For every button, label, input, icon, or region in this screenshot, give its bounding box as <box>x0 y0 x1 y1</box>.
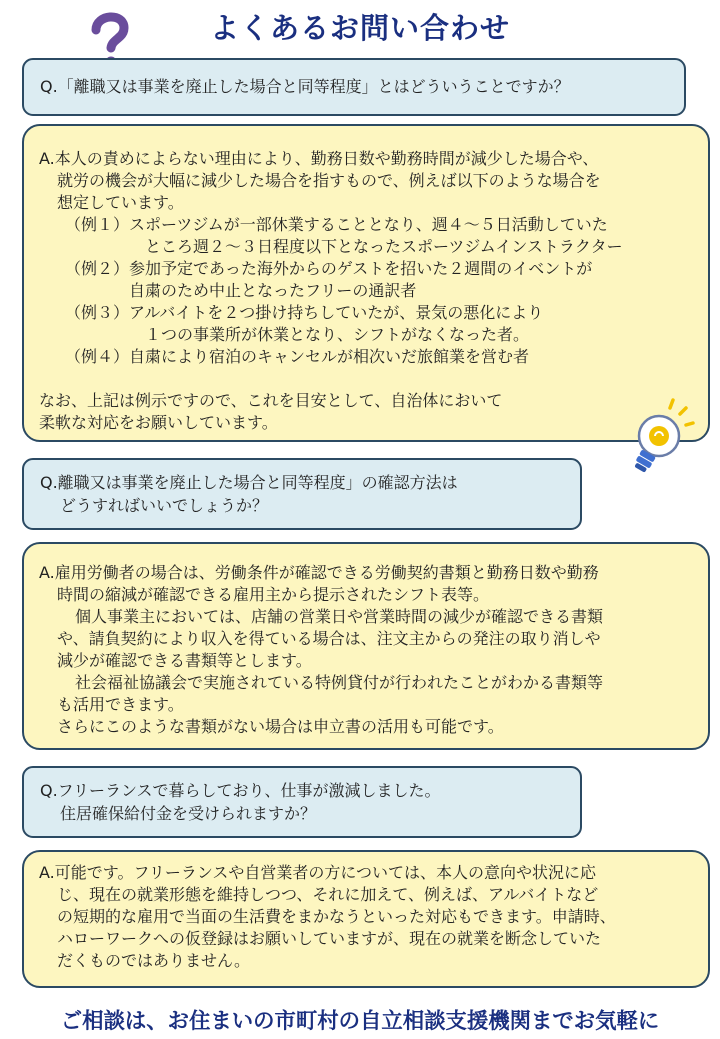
answer-line: や、請負契約により収入を得ている場合は、注文主からの発注の取り消しや <box>57 629 601 648</box>
page-title: よくあるお問い合わせ <box>209 11 510 45</box>
faq-answer-2 <box>22 542 710 750</box>
answer-line: A.本人の責めによらない理由により、勤務日数や勤務時間が減少した場合や、 <box>39 149 599 168</box>
answer-line: 個人事業主においては、店舗の営業日や営業時間の減少が確認できる書類 <box>75 607 604 626</box>
answer-line: A.可能です。フリーランスや自営業者の方については、本人の意向や状況に応 <box>39 863 597 882</box>
example-line: 自粛により宿泊のキャンセルが相次いだ旅館業を営む者 <box>129 347 530 366</box>
example-line: 参加予定であった海外からのゲストを招いた２週間のイベントが <box>129 259 593 278</box>
answer-line: じ、現在の就業形態を維持しつつ、それに加えて、例えば、アルバイトなど <box>57 885 599 904</box>
answer-line: 時間の縮減が確認できる雇用主から提示されたシフト表等。 <box>57 585 490 604</box>
faq-question-2 <box>22 458 582 530</box>
example-label: （例３） <box>65 303 130 322</box>
faq-question-1 <box>22 58 686 116</box>
question-line: 住居確保給付金を受けられますか？ <box>60 804 317 823</box>
question-line: Q.「離職又は事業を廃止した場合と同等程度」とはどういうことですか？ <box>40 77 570 96</box>
answer-line: 減少が確認できる書類等とします。 <box>57 651 312 670</box>
answer-line: ハローワークへの仮登録はお願いしていますが、現在の就業を断念していた <box>57 929 602 948</box>
answer-note-line: 柔軟な対応をお願いしています。 <box>39 413 278 432</box>
answer-line: の短期的な雇用で当面の生活費をまかなうといった対応もできます。申請時、 <box>57 907 616 926</box>
answer-line: A.雇用労働者の場合は、労働条件が確認できる労働契約書類と勤務日数や勤務 <box>39 563 599 582</box>
faq-answer-1 <box>22 124 710 442</box>
example-line: スポーツジムが一部休業することとなり、週４～５日活動していた <box>129 215 608 234</box>
answer-line: さらにこのような書類がない場合は申立書の活用も可能です。 <box>57 717 504 736</box>
answer-line: 社会福祉協議会で実施されている特例貸付が行われたことがわかる書類等 <box>75 673 604 692</box>
lightbulb-icon <box>622 398 696 482</box>
question-line: Q.フリーランスで暮らしており、仕事が激減しました。 <box>40 781 441 800</box>
example-line: ところ週２～３日程度以下となったスポーツジムインストラクター <box>145 237 623 256</box>
example-item <box>39 346 698 368</box>
example-label: （例４） <box>65 347 130 366</box>
example-line: アルバイトを２つ掛け持ちしていたが、景気の悪化により <box>129 303 544 322</box>
answer-line: 就労の機会が大幅に減少した場合を指すもので、例えば以下のような場合を <box>57 171 601 190</box>
faq-question-3 <box>22 766 582 838</box>
answer-note-line: なお、上記は例示ですので、これを目安として、自治体において <box>39 391 503 410</box>
example-item <box>39 302 698 346</box>
question-line: Q.離職又は事業を廃止した場合と同等程度」の確認方法は <box>40 473 458 492</box>
answer-line: も活用できます。 <box>57 695 184 714</box>
example-label: （例２） <box>65 259 130 278</box>
example-line: １つの事業所が休業となり、シフトがなくなった者。 <box>145 325 530 344</box>
answer-line: だくものではありません。 <box>57 951 250 970</box>
example-item <box>39 214 698 258</box>
example-item <box>39 258 698 302</box>
example-label: （例１） <box>65 215 130 234</box>
question-line: どうすればいいでしょうか？ <box>60 496 269 515</box>
footer-contact-text: ご相談は、お住まいの市町村の自立相談支援機関までお気軽に <box>60 1009 660 1034</box>
faq-answer-3 <box>22 850 710 988</box>
example-line: 自粛のため中止となったフリーの通訳者 <box>129 281 417 300</box>
answer-line: 想定しています。 <box>57 193 184 212</box>
